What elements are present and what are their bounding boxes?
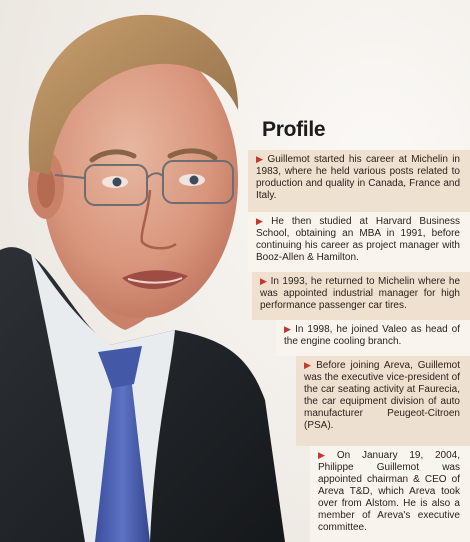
bullet-arrow-icon: ▶ (256, 216, 269, 226)
profile-item-text: On January 19, 2004, Philippe Guillemot was appointed chairman & CEO of Areva T&D, which Areva took over from Alstom. He is also a member of Areva's executive committee. (318, 450, 461, 533)
profile-item-text: In 1993, he returned to Michelin where he was appointed industrial manager for high performance passenger car tires. (260, 276, 461, 311)
profile-item-1 (248, 150, 470, 212)
profile-item-text: In 1998, he joined Valeo as head of the engine cooling branch. (284, 324, 461, 347)
profile-item-6 (310, 446, 470, 542)
profile-item-5 (296, 356, 470, 446)
bullet-arrow-icon: ▶ (260, 276, 268, 286)
profile-item-text: Guillemot started his career at Michelin in 1983, where he held various posts related to production and quality in Canada, France and Italy. (256, 154, 460, 201)
profile-title: Profile (262, 118, 326, 141)
profile-item-text: Before joining Areva, Guillemot was the executive vice-president of the car seating activity at Faurecia, the car equipment division of auto manufacturer Peugeot-Citroen (PSA). (304, 360, 461, 431)
profile-item-3 (252, 272, 470, 320)
profile-item-text: He then studied at Harvard Business School, obtaining an MBA in 1991, before continuing his career as project manager with Booz-Allen & Hamilton. (256, 216, 460, 263)
profile-item-2 (248, 212, 470, 272)
bullet-arrow-icon: ▶ (304, 360, 314, 370)
profile-item-4 (276, 320, 470, 356)
bullet-arrow-icon: ▶ (318, 450, 334, 460)
bullet-arrow-icon: ▶ (284, 324, 293, 334)
bullet-arrow-icon: ▶ (256, 154, 265, 164)
